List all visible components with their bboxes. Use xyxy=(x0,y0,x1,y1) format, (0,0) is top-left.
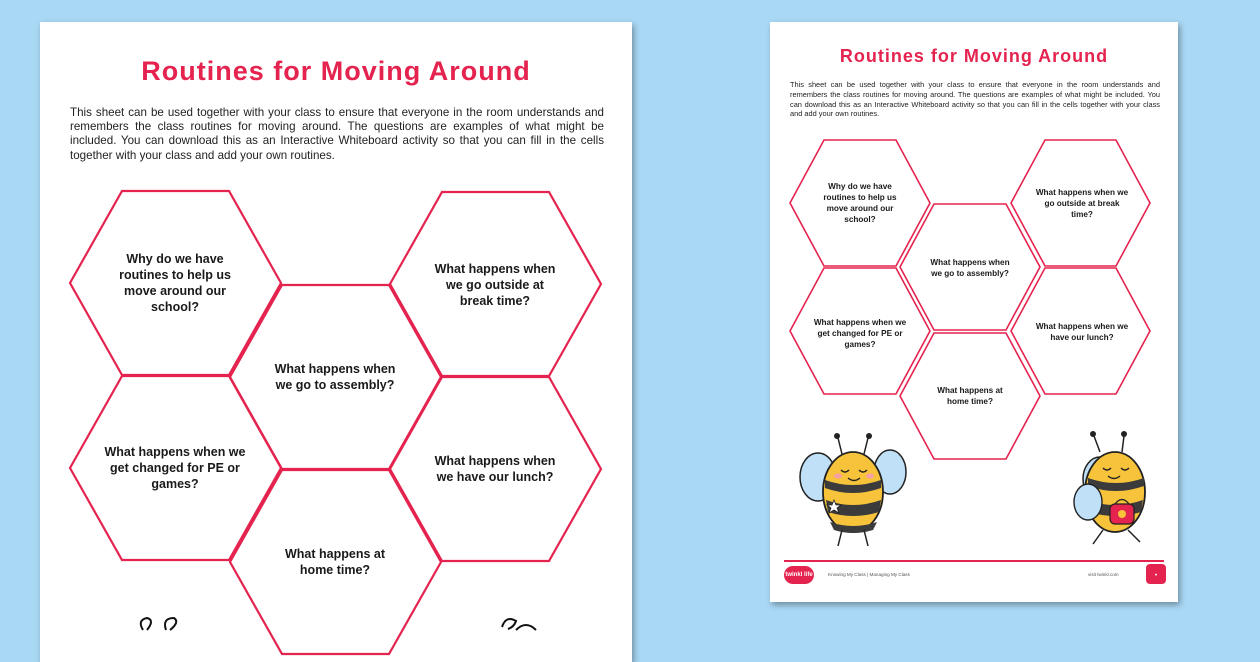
intro-paragraph: This sheet can be used together with your class to ensure that everyone in the room understands and remembers the class routines for moving around. The questions are examples of what might be included. You can download this as an Interactive Whiteboard activity so that you can fill in the cells together with your class and add your own routines. xyxy=(790,80,1160,119)
hexagon-grid xyxy=(770,22,1178,602)
question-lunch: What happens when we have our lunch? xyxy=(434,454,556,484)
twinkl-logo: twinkl life xyxy=(784,566,814,584)
footer-breadcrumb: Knowing My Class | Managing My Class xyxy=(828,572,910,577)
question-assembly: What happens when we go to assembly? xyxy=(930,258,1010,278)
question-lunch: What happens when we have our lunch? xyxy=(1035,322,1129,342)
bee-illustration-icon xyxy=(800,433,906,546)
twinkl-badge-icon: ♥ xyxy=(1146,564,1166,584)
question-pe: What happens when we get changed for PE or games? xyxy=(104,445,246,491)
question-routines: Why do we have routines to help us move around our school? xyxy=(823,182,897,224)
bee-antenna-icon xyxy=(141,618,536,630)
page-title: Routines for Moving Around xyxy=(141,56,531,86)
worksheet-thumbnail xyxy=(770,22,1178,602)
footer-url: visit twinkl.com xyxy=(1088,572,1119,577)
question-home-time: What happens at home time? xyxy=(284,547,385,577)
question-break-time: What happens when we go outside at break time? xyxy=(1035,187,1129,219)
bee-illustration-icon xyxy=(1074,431,1145,544)
page-title: Routines for Moving Around xyxy=(839,46,1109,66)
question-assembly: What happens when we go to assembly? xyxy=(274,362,396,392)
intro-paragraph: This sheet can be used together with your class to ensure that everyone in the room understands and remembers the class routines for moving around. The questions are examples of what might be included. You can download this as an Interactive Whiteboard activity so that you can fill in the cells together with your class and add your own routines. xyxy=(70,106,604,162)
footer-divider xyxy=(784,560,1164,562)
question-pe: What happens when we get changed for PE or games? xyxy=(813,317,907,349)
question-break-time: What happens when we go outside at break time? xyxy=(434,262,556,308)
question-routines: Why do we have routines to help us move around our school? xyxy=(119,252,231,314)
worksheet-large xyxy=(40,22,632,662)
question-home-time: What happens at home time? xyxy=(937,386,1003,406)
